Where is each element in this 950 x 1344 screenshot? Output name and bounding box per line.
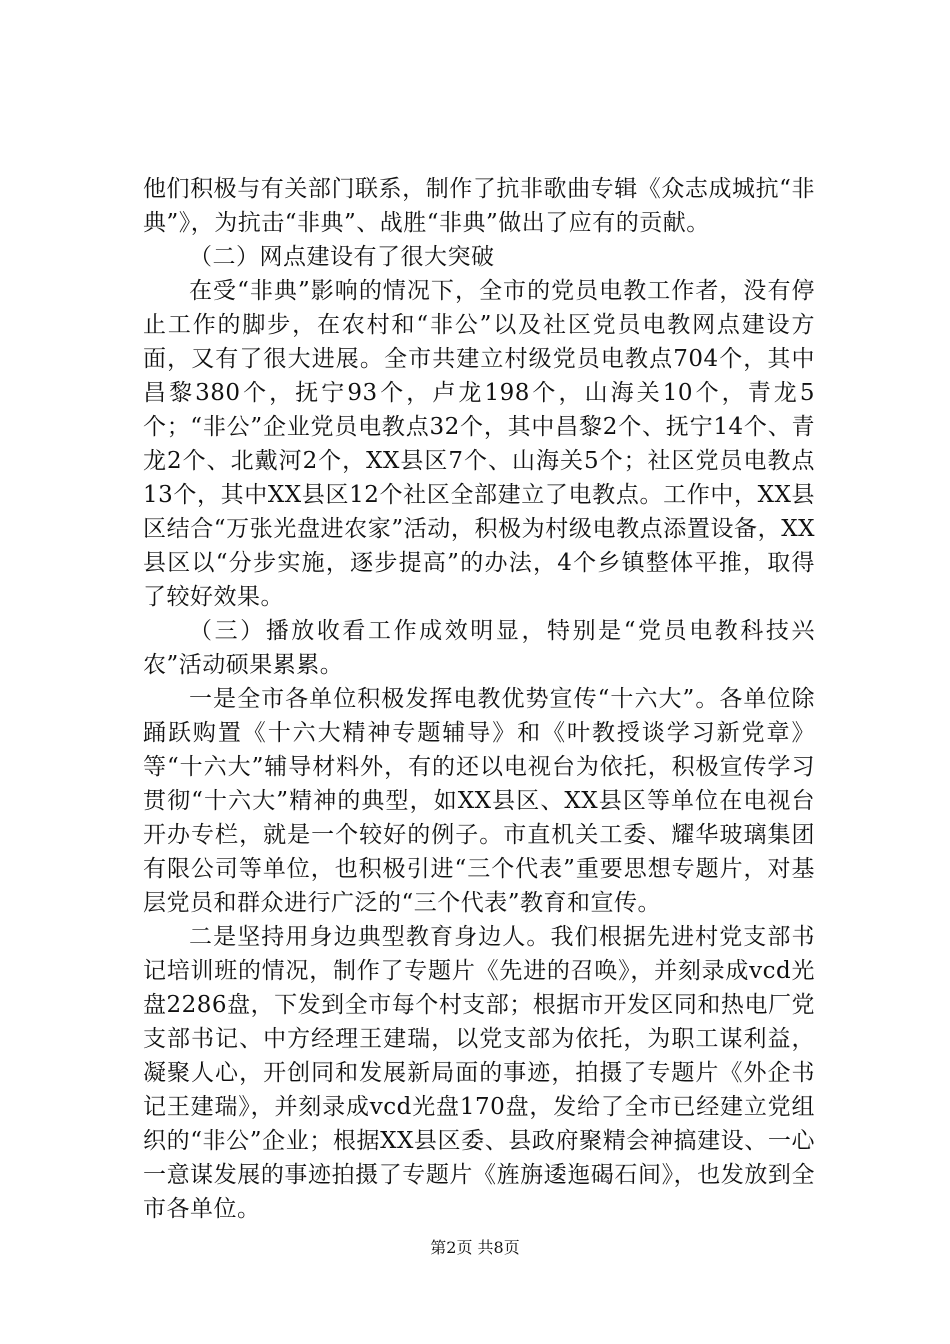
paragraph-promote-sixteenth-congress: 一是全市各单位积极发挥电教优势宣传“十六大”。各单位除踊跃购置《十六大精神专题辅导》和《叶教授谈学习新党章》等“十六大”辅导材料外，有的还以电视台为依托，积极宣传学习贯彻“十六大”精神的典型，如XX县区、XX县区等单位在电视台开办专栏，就是一个较好的例子。市直机关工委、耀华玻璃集团有限公司等单位，也积极引进“三个代表”重要思想专题片，对基层党员和群众进行广泛的“三个代表”教育和宣传。 xyxy=(143,686,815,916)
paragraph-typical-examples: 二是坚持用身边典型教育身边人。我们根据先进村党支部书记培训班的情况，制作了专题片《先进的召唤》，并刻录成vcd光盘2286盘，下发到全市每个村支部；根据市开发区同和热电厂党支部书记、中方经理王建瑞，以党支部为依托，为职工谋利益，凝聚人心，开创同和发展新局面的事迹，拍摄了专题片《外企书记王建瑞》，并刻录成vcd光盘170盘，发给了全市已经建立党组织的“非公”企业；根据XX县区委、县政府聚精会神搞建设、一心一意谋发展的事迹拍摄了专题片《旌旃逶迤碣石间》，也发放到全市各单位。 xyxy=(143,924,815,1222)
document-body xyxy=(143,172,815,1226)
section-heading-network-construction: （二）网点建设有了很大突破 xyxy=(189,244,495,270)
paragraph-continuation: 他们积极与有关部门联系，制作了抗非歌曲专辑《众志成城抗“非典”》，为抗击“非典”、战胜“非典”做出了应有的贡献。 xyxy=(143,176,815,236)
paragraph-network-points: 在受“非典”影响的情况下，全市的党员电教工作者，没有停止工作的脚步，在农村和“非公”以及社区党员电教网点建设方面，又有了很大进展。全市共建立村级党员电教点704个，其中昌黎380个，抚宁93个，卢龙198个，山海关10个，青龙5个；“非公”企业党员电教点32个，其中昌黎2个、抚宁14个、青龙2个、北戴河2个，XX县区7个、山海关5个；社区党员电教点13个，其中XX县区12个社区全部建立了电教点。工作中，XX县区结合“万张光盘进农家”活动，积极为村级电教点添置设备，XX县区以“分步实施，逐步提高”的办法，4个乡镇整体平推，取得了较好效果。 xyxy=(143,278,815,610)
section-heading-broadcast-results: （三）播放收看工作成效明显，特别是“党员电教科技兴农”活动硕果累累。 xyxy=(143,618,815,678)
page-number-footer: 第2页 共8页 xyxy=(430,1238,520,1257)
